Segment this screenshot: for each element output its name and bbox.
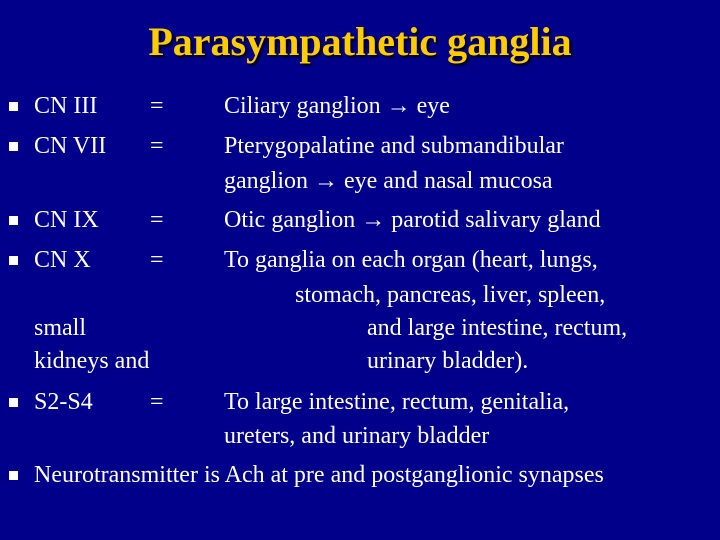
equals-sign: = bbox=[150, 389, 164, 415]
bullet-icon bbox=[9, 256, 18, 265]
ganglion-description: Pterygopalatine and submandibular bbox=[224, 133, 564, 159]
ganglion-description-continued: ganglion → eye and nasal mucosa bbox=[224, 168, 553, 194]
nerve-label: CN VII bbox=[34, 133, 107, 159]
bullet-icon bbox=[9, 142, 18, 151]
ganglion-description: To ganglia on each organ (heart, lungs, bbox=[224, 247, 598, 273]
bullet-icon bbox=[9, 471, 18, 480]
ganglion-description-continued: urinary bladder). bbox=[367, 348, 529, 374]
left-column-continued: kidneys and bbox=[34, 348, 150, 374]
neurotransmitter-note: Neurotransmitter is Ach at pre and postganglionic synapses bbox=[34, 462, 604, 488]
equals-sign: = bbox=[150, 93, 164, 119]
equals-sign: = bbox=[150, 247, 164, 273]
ganglion-description: To large intestine, rectum, genitalia, bbox=[224, 389, 570, 415]
equals-sign: = bbox=[150, 133, 164, 159]
nerve-label: CN X bbox=[34, 247, 91, 273]
nerve-label: CN III bbox=[34, 93, 98, 119]
nerve-label: CN IX bbox=[34, 207, 99, 233]
equals-sign: = bbox=[150, 207, 164, 233]
bullet-icon bbox=[9, 398, 18, 407]
ganglion-description-continued: and large intestine, rectum, bbox=[367, 315, 628, 341]
left-column-continued: small bbox=[34, 315, 86, 341]
bullet-icon bbox=[9, 102, 18, 111]
ganglion-description-continued: ureters, and urinary bladder bbox=[224, 423, 490, 449]
nerve-label: S2-S4 bbox=[34, 389, 93, 415]
ganglion-description-continued: stomach, pancreas, liver, spleen, bbox=[295, 282, 606, 308]
ganglion-description: Otic ganglion → parotid salivary gland bbox=[224, 207, 601, 233]
bullet-icon bbox=[9, 216, 18, 225]
slide-title: Parasympathetic ganglia bbox=[148, 19, 572, 64]
ganglion-description: Ciliary ganglion → eye bbox=[224, 93, 450, 119]
